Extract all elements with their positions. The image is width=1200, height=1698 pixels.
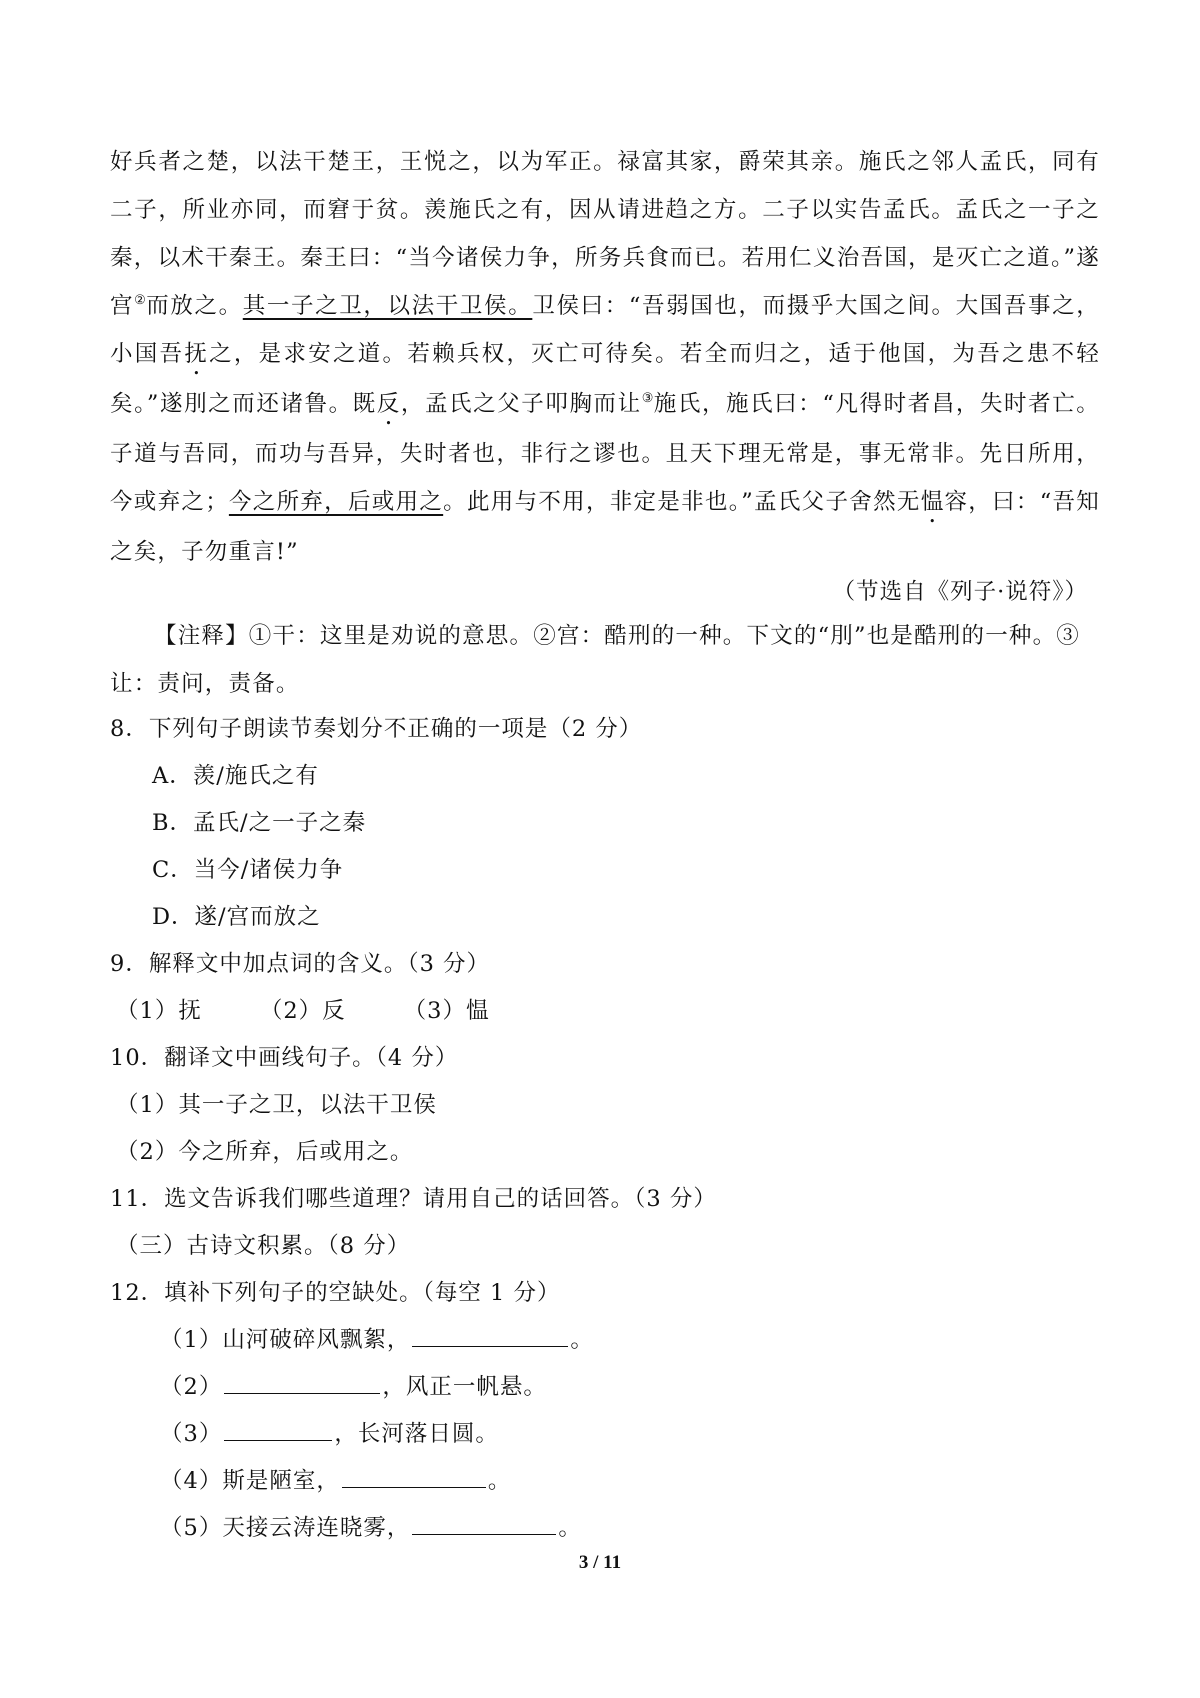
question-10-item-1: （1）其一子之卫，以法干卫侯 [116, 1092, 437, 1118]
item-number: （5） [160, 1515, 223, 1541]
item-text-after: 。 [570, 1327, 594, 1353]
passage-text: 而放之。 [146, 293, 243, 319]
item-text-before: 天接云涛连晓雾， [222, 1515, 411, 1541]
question-10-stem: 10．翻译文中画线句子。（4 分） [110, 1045, 459, 1071]
underlined-sentence: 其一子之卫，以法干卫侯。 [242, 293, 533, 319]
passage-text: 。此用与不用，非定是非也。”孟氏父子舍然无 [443, 489, 921, 515]
passage-text: 施氏，施氏曰：“凡得时者昌，失时者亡。子道与吾同，而功与吾异，失时者也，非行之谬也。且天下理无常是，事无常非。先日所用，今或弃之； [110, 391, 1101, 515]
question-9-stem: 9．解释文中加点词的含义。（3 分） [110, 951, 491, 977]
question-12-item [110, 1458, 1100, 1505]
note-marker: ③ [641, 391, 654, 406]
answer-blank[interactable] [342, 1465, 486, 1488]
item-text-after: ，长河落日圆。 [334, 1421, 499, 1447]
answer-blank[interactable] [224, 1418, 332, 1441]
classical-chinese-passage [110, 138, 1100, 576]
question-8-option-b: B．孟氏/之一子之秦 [152, 810, 367, 836]
question-10-item-2: （2）今之所弃，后或用之。 [116, 1139, 414, 1165]
question-9-items [110, 988, 1100, 1035]
underlined-sentence: 今之所弃，后或用之 [228, 489, 444, 515]
questions-section [110, 706, 1100, 1552]
section-3-heading: （三）古诗文积累。（8 分） [116, 1233, 411, 1259]
item-number: （3） [160, 1421, 223, 1447]
item-text-after: 。 [558, 1515, 582, 1541]
annotation-notes: 【注释】①干：这里是劝说的意思。②宫：酷刑的一种。下文的“刖”也是酷刑的一种。③让：责问，责备。 [110, 623, 1081, 697]
item-text-before: 山河破碎风飘絮， [222, 1327, 411, 1353]
item-text-before: 斯是陋室， [222, 1468, 340, 1494]
question-12-item [110, 1364, 1100, 1411]
page-number: 3 / 11 [578, 1552, 622, 1573]
passage-text: 卫侯曰：“吾弱国也，而摄乎大国之间。大国吾事之，小国吾 [110, 293, 1101, 367]
dotted-word: 愠 [920, 489, 945, 515]
question-12-item [110, 1317, 1100, 1364]
question-12-item [110, 1505, 1100, 1552]
passage-text: 容，曰：“吾知之矣，子勿重言!” [110, 489, 1100, 565]
question-8-option-a: A．羡/施氏之有 [152, 763, 319, 789]
question-8-stem: 8．下列句子朗读节奏划分不正确的一项是（2 分） [110, 716, 643, 742]
question-9-item-1: （1）抚 [116, 998, 202, 1024]
question-12-stem: 12．填补下列句子的空缺处。（每空 1 分） [110, 1280, 561, 1306]
dotted-word: 反 [376, 391, 401, 417]
passage-text: 好兵者之楚，以法干楚王，王悦之，以为军正。禄富其家，爵荣其亲。施氏之邻人孟氏，同有二子，所业亦同，而窘于贫。羡施氏之有，因从请进趋之方。二子以实告孟氏。孟氏之一子之秦，以术干秦王。秦王曰：“当今诸侯力争，所务兵食而已。若用仁义治吾国，是灭亡之道。”遂宫 [110, 149, 1100, 319]
note-marker: ② [134, 293, 147, 308]
source-citation: （节选自《列子·说符》） [832, 579, 1088, 605]
question-12-items [110, 1317, 1100, 1552]
dotted-word: 抚 [184, 341, 210, 367]
item-number: （4） [160, 1468, 223, 1494]
question-9-item-2: （2）反 [259, 998, 346, 1024]
question-11-stem: 11．选文告诉我们哪些道理？请用自己的话回答。（3 分） [110, 1186, 717, 1212]
item-text-after: ，风正一帆悬。 [382, 1374, 547, 1400]
passage-text: ，孟氏之父子叩胸而让 [400, 391, 642, 417]
question-12-item [110, 1411, 1100, 1458]
item-number: （2） [160, 1374, 223, 1400]
question-8-option-c: C．当今/诸侯力争 [152, 857, 344, 883]
answer-blank[interactable] [412, 1512, 556, 1535]
question-9-item-3: （3）愠 [403, 998, 490, 1024]
question-8-option-d: D．遂/宫而放之 [152, 904, 321, 930]
answer-blank[interactable] [224, 1371, 380, 1394]
answer-blank[interactable] [412, 1324, 568, 1347]
item-number: （1） [160, 1327, 223, 1353]
item-text-after: 。 [487, 1468, 512, 1494]
passage-text: 之，是求安之道。若赖兵权，灭亡可待矣。若全而归之，适于他国，为吾之患不轻矣。”遂刖之而还诸鲁。既 [110, 341, 1101, 417]
